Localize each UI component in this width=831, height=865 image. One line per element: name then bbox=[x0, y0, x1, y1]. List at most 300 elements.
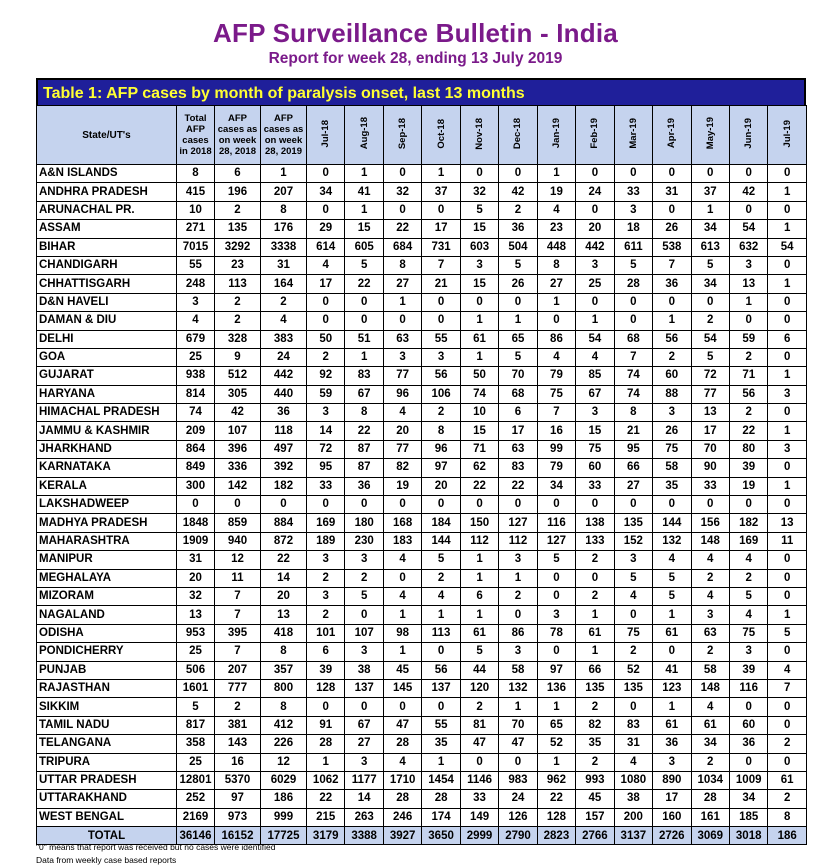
value-cell: 209 bbox=[177, 422, 215, 440]
value-cell: 4 bbox=[614, 587, 652, 605]
value-cell: 60 bbox=[576, 459, 614, 477]
value-cell: 8 bbox=[383, 256, 421, 274]
state-name-cell: JAMMU & KASHMIR bbox=[37, 422, 177, 440]
state-name-cell: MANIPUR bbox=[37, 551, 177, 569]
value-cell: 1 bbox=[422, 165, 460, 183]
value-cell: 5 bbox=[768, 624, 806, 642]
value-cell: 2 bbox=[691, 753, 729, 771]
total-value-cell: 3927 bbox=[383, 827, 421, 845]
value-cell: 83 bbox=[345, 367, 383, 385]
value-cell: 59 bbox=[307, 385, 345, 403]
value-cell: 34 bbox=[691, 220, 729, 238]
col-header-week-2018: AFP cases as on week 28, 2018 bbox=[215, 106, 261, 165]
value-cell: 137 bbox=[422, 679, 460, 697]
value-cell: 0 bbox=[653, 643, 691, 661]
value-cell: 5 bbox=[460, 201, 498, 219]
value-cell: 4 bbox=[691, 551, 729, 569]
value-cell: 1 bbox=[422, 753, 460, 771]
value-cell: 248 bbox=[177, 275, 215, 293]
state-name-cell: UTTAR PRADESH bbox=[37, 771, 177, 789]
value-cell: 9 bbox=[215, 348, 261, 366]
value-cell: 65 bbox=[499, 330, 537, 348]
value-cell: 2 bbox=[422, 404, 460, 422]
value-cell: 77 bbox=[691, 385, 729, 403]
value-cell: 0 bbox=[422, 293, 460, 311]
value-cell: 1034 bbox=[691, 771, 729, 789]
value-cell: 113 bbox=[215, 275, 261, 293]
value-cell: 79 bbox=[537, 367, 575, 385]
value-cell: 3 bbox=[576, 404, 614, 422]
value-cell: 123 bbox=[653, 679, 691, 697]
value-cell: 82 bbox=[383, 459, 421, 477]
value-cell: 36 bbox=[499, 220, 537, 238]
value-cell: 2 bbox=[499, 587, 537, 605]
table-row bbox=[37, 643, 807, 661]
value-cell: 74 bbox=[460, 385, 498, 403]
value-cell: 35 bbox=[422, 735, 460, 753]
value-cell: 38 bbox=[345, 661, 383, 679]
value-cell: 169 bbox=[729, 532, 767, 550]
value-cell: 5 bbox=[422, 551, 460, 569]
value-cell: 98 bbox=[383, 624, 421, 642]
value-cell: 86 bbox=[537, 330, 575, 348]
value-cell: 4 bbox=[537, 201, 575, 219]
value-cell: 884 bbox=[261, 514, 307, 532]
value-cell: 872 bbox=[261, 532, 307, 550]
value-cell: 0 bbox=[460, 753, 498, 771]
value-cell: 0 bbox=[215, 496, 261, 514]
value-cell: 44 bbox=[460, 661, 498, 679]
value-cell: 4 bbox=[383, 551, 421, 569]
value-cell: 0 bbox=[729, 201, 767, 219]
value-cell: 953 bbox=[177, 624, 215, 642]
value-cell: 2 bbox=[576, 753, 614, 771]
value-cell: 169 bbox=[307, 514, 345, 532]
value-cell: 412 bbox=[261, 716, 307, 734]
value-cell: 143 bbox=[215, 735, 261, 753]
value-cell: 8 bbox=[768, 808, 806, 826]
value-cell: 184 bbox=[422, 514, 460, 532]
value-cell: 24 bbox=[261, 348, 307, 366]
value-cell: 183 bbox=[383, 532, 421, 550]
value-cell: 7 bbox=[422, 256, 460, 274]
value-cell: 0 bbox=[768, 348, 806, 366]
value-cell: 60 bbox=[653, 367, 691, 385]
value-cell: 24 bbox=[576, 183, 614, 201]
value-cell: 0 bbox=[422, 201, 460, 219]
value-cell: 42 bbox=[499, 183, 537, 201]
value-cell: 2 bbox=[576, 587, 614, 605]
value-cell: 1 bbox=[460, 569, 498, 587]
value-cell: 99 bbox=[537, 440, 575, 458]
value-cell: 31 bbox=[614, 735, 652, 753]
value-cell: 13 bbox=[729, 275, 767, 293]
value-cell: 2 bbox=[307, 348, 345, 366]
value-cell: 37 bbox=[422, 183, 460, 201]
value-cell: 962 bbox=[537, 771, 575, 789]
value-cell: 0 bbox=[261, 496, 307, 514]
table-row bbox=[37, 551, 807, 569]
value-cell: 0 bbox=[383, 201, 421, 219]
value-cell: 54 bbox=[691, 330, 729, 348]
value-cell: 1 bbox=[460, 312, 498, 330]
value-cell: 61 bbox=[460, 624, 498, 642]
value-cell: 112 bbox=[460, 532, 498, 550]
value-cell: 56 bbox=[729, 385, 767, 403]
value-cell: 4 bbox=[383, 587, 421, 605]
value-cell: 75 bbox=[729, 624, 767, 642]
value-cell: 2 bbox=[576, 551, 614, 569]
value-cell: 28 bbox=[383, 790, 421, 808]
value-cell: 973 bbox=[215, 808, 261, 826]
col-header-month: May-19 bbox=[691, 106, 729, 165]
value-cell: 31 bbox=[177, 551, 215, 569]
value-cell: 101 bbox=[307, 624, 345, 642]
value-cell: 90 bbox=[691, 459, 729, 477]
total-value-cell: 2790 bbox=[499, 827, 537, 845]
value-cell: 7 bbox=[768, 679, 806, 697]
value-cell: 160 bbox=[653, 808, 691, 826]
col-header-month: Feb-19 bbox=[576, 106, 614, 165]
value-cell: 381 bbox=[215, 716, 261, 734]
value-cell: 7 bbox=[653, 256, 691, 274]
value-cell: 3 bbox=[729, 643, 767, 661]
value-cell: 71 bbox=[729, 367, 767, 385]
value-cell: 18 bbox=[614, 220, 652, 238]
total-value-cell: 3069 bbox=[691, 827, 729, 845]
value-cell: 5 bbox=[653, 587, 691, 605]
value-cell: 7 bbox=[614, 348, 652, 366]
value-cell: 19 bbox=[729, 477, 767, 495]
value-cell: 182 bbox=[729, 514, 767, 532]
col-header-month: Mar-19 bbox=[614, 106, 652, 165]
value-cell: 271 bbox=[177, 220, 215, 238]
value-cell: 3 bbox=[307, 587, 345, 605]
value-cell: 0 bbox=[576, 165, 614, 183]
value-cell: 14 bbox=[345, 790, 383, 808]
value-cell: 0 bbox=[768, 496, 806, 514]
col-header-month: Jan-19 bbox=[537, 106, 575, 165]
value-cell: 252 bbox=[177, 790, 215, 808]
value-cell: 26 bbox=[653, 220, 691, 238]
value-cell: 0 bbox=[691, 496, 729, 514]
col-header-total-2018: Total AFP cases in 2018 bbox=[177, 106, 215, 165]
value-cell: 0 bbox=[422, 643, 460, 661]
value-cell: 135 bbox=[215, 220, 261, 238]
state-name-cell: ARUNACHAL PR. bbox=[37, 201, 177, 219]
value-cell: 0 bbox=[653, 293, 691, 311]
value-cell: 1 bbox=[768, 422, 806, 440]
value-cell: 127 bbox=[499, 514, 537, 532]
value-cell: 152 bbox=[614, 532, 652, 550]
table-row bbox=[37, 698, 807, 716]
value-cell: 4 bbox=[653, 551, 691, 569]
table-row bbox=[37, 790, 807, 808]
value-cell: 61 bbox=[653, 716, 691, 734]
value-cell: 1 bbox=[307, 753, 345, 771]
value-cell: 32 bbox=[177, 587, 215, 605]
value-cell: 1 bbox=[768, 220, 806, 238]
value-cell: 21 bbox=[422, 275, 460, 293]
value-cell: 1 bbox=[345, 165, 383, 183]
value-cell: 61 bbox=[768, 771, 806, 789]
value-cell: 189 bbox=[307, 532, 345, 550]
value-cell: 5 bbox=[499, 348, 537, 366]
value-cell: 19 bbox=[537, 183, 575, 201]
value-cell: 1 bbox=[345, 201, 383, 219]
value-cell: 0 bbox=[499, 606, 537, 624]
value-cell: 33 bbox=[576, 477, 614, 495]
value-cell: 85 bbox=[576, 367, 614, 385]
value-cell: 27 bbox=[537, 275, 575, 293]
value-cell: 0 bbox=[576, 293, 614, 311]
value-cell: 0 bbox=[768, 551, 806, 569]
value-cell: 731 bbox=[422, 238, 460, 256]
source-note: Data from weekly case based reports bbox=[36, 855, 177, 865]
value-cell: 26 bbox=[653, 422, 691, 440]
value-cell: 135 bbox=[576, 679, 614, 697]
value-cell: 0 bbox=[345, 312, 383, 330]
value-cell: 5 bbox=[729, 587, 767, 605]
value-cell: 176 bbox=[261, 220, 307, 238]
value-cell: 1 bbox=[729, 293, 767, 311]
value-cell: 185 bbox=[729, 808, 767, 826]
value-cell: 2 bbox=[345, 569, 383, 587]
value-cell: 38 bbox=[614, 790, 652, 808]
value-cell: 3292 bbox=[215, 238, 261, 256]
value-cell: 226 bbox=[261, 735, 307, 753]
value-cell: 0 bbox=[729, 753, 767, 771]
value-cell: 1 bbox=[422, 606, 460, 624]
value-cell: 0 bbox=[768, 643, 806, 661]
value-cell: 27 bbox=[614, 477, 652, 495]
value-cell: 611 bbox=[614, 238, 652, 256]
value-cell: 22 bbox=[307, 790, 345, 808]
value-cell: 0 bbox=[499, 293, 537, 311]
value-cell: 87 bbox=[345, 459, 383, 477]
table-row bbox=[37, 183, 807, 201]
value-cell: 52 bbox=[614, 661, 652, 679]
table-row bbox=[37, 679, 807, 697]
value-cell: 96 bbox=[383, 385, 421, 403]
value-cell: 3 bbox=[177, 293, 215, 311]
value-cell: 10 bbox=[177, 201, 215, 219]
value-cell: 45 bbox=[576, 790, 614, 808]
value-cell: 41 bbox=[345, 183, 383, 201]
value-cell: 132 bbox=[499, 679, 537, 697]
value-cell: 0 bbox=[768, 312, 806, 330]
value-cell: 0 bbox=[576, 569, 614, 587]
value-cell: 497 bbox=[261, 440, 307, 458]
value-cell: 0 bbox=[768, 698, 806, 716]
value-cell: 603 bbox=[460, 238, 498, 256]
col-header-month: Dec-18 bbox=[499, 106, 537, 165]
state-name-cell: JHARKHAND bbox=[37, 440, 177, 458]
value-cell: 34 bbox=[729, 790, 767, 808]
value-cell: 3 bbox=[422, 348, 460, 366]
value-cell: 2 bbox=[307, 606, 345, 624]
value-cell: 144 bbox=[422, 532, 460, 550]
value-cell: 2169 bbox=[177, 808, 215, 826]
value-cell: 47 bbox=[383, 716, 421, 734]
value-cell: 138 bbox=[576, 514, 614, 532]
value-cell: 133 bbox=[576, 532, 614, 550]
value-cell: 135 bbox=[614, 679, 652, 697]
value-cell: 25 bbox=[177, 643, 215, 661]
value-cell: 396 bbox=[215, 440, 261, 458]
value-cell: 395 bbox=[215, 624, 261, 642]
value-cell: 20 bbox=[177, 569, 215, 587]
value-cell: 36 bbox=[729, 735, 767, 753]
value-cell: 605 bbox=[345, 238, 383, 256]
value-cell: 42 bbox=[215, 404, 261, 422]
value-cell: 207 bbox=[215, 661, 261, 679]
value-cell: 148 bbox=[691, 532, 729, 550]
value-cell: 13 bbox=[261, 606, 307, 624]
value-cell: 25 bbox=[177, 348, 215, 366]
value-cell: 58 bbox=[653, 459, 691, 477]
value-cell: 246 bbox=[383, 808, 421, 826]
value-cell: 859 bbox=[215, 514, 261, 532]
table-row bbox=[37, 569, 807, 587]
value-cell: 5 bbox=[691, 348, 729, 366]
value-cell: 0 bbox=[576, 496, 614, 514]
value-cell: 0 bbox=[614, 698, 652, 716]
value-cell: 614 bbox=[307, 238, 345, 256]
value-cell: 864 bbox=[177, 440, 215, 458]
value-cell: 0 bbox=[768, 404, 806, 422]
value-cell: 16 bbox=[537, 422, 575, 440]
value-cell: 149 bbox=[460, 808, 498, 826]
table-row bbox=[37, 422, 807, 440]
value-cell: 54 bbox=[576, 330, 614, 348]
state-name-cell: PUNJAB bbox=[37, 661, 177, 679]
value-cell: 383 bbox=[261, 330, 307, 348]
value-cell: 2 bbox=[768, 790, 806, 808]
col-header-month: Apr-19 bbox=[653, 106, 691, 165]
value-cell: 0 bbox=[537, 312, 575, 330]
value-cell: 107 bbox=[345, 624, 383, 642]
value-cell: 2 bbox=[499, 201, 537, 219]
value-cell: 58 bbox=[499, 661, 537, 679]
total-value-cell: 2766 bbox=[576, 827, 614, 845]
value-cell: 2 bbox=[215, 201, 261, 219]
value-cell: 127 bbox=[537, 532, 575, 550]
value-cell: 7 bbox=[215, 587, 261, 605]
value-cell: 39 bbox=[729, 459, 767, 477]
value-cell: 86 bbox=[499, 624, 537, 642]
value-cell: 230 bbox=[345, 532, 383, 550]
state-name-cell: TAMIL NADU bbox=[37, 716, 177, 734]
value-cell: 0 bbox=[614, 606, 652, 624]
value-cell: 328 bbox=[215, 330, 261, 348]
value-cell: 95 bbox=[307, 459, 345, 477]
col-header-month: Oct-18 bbox=[422, 106, 460, 165]
value-cell: 2 bbox=[215, 312, 261, 330]
state-name-cell: LAKSHADWEEP bbox=[37, 496, 177, 514]
value-cell: 35 bbox=[576, 735, 614, 753]
state-name-cell: RAJASTHAN bbox=[37, 679, 177, 697]
value-cell: 28 bbox=[307, 735, 345, 753]
total-value-cell: 2726 bbox=[653, 827, 691, 845]
total-value-cell: 3179 bbox=[307, 827, 345, 845]
value-cell: 613 bbox=[691, 238, 729, 256]
value-cell: 3 bbox=[614, 551, 652, 569]
value-cell: 3 bbox=[768, 440, 806, 458]
value-cell: 1 bbox=[768, 275, 806, 293]
value-cell: 0 bbox=[307, 293, 345, 311]
value-cell: 180 bbox=[345, 514, 383, 532]
value-cell: 849 bbox=[177, 459, 215, 477]
value-cell: 132 bbox=[653, 532, 691, 550]
value-cell: 6 bbox=[460, 587, 498, 605]
value-cell: 67 bbox=[345, 385, 383, 403]
col-header-month: Sep-18 bbox=[383, 106, 421, 165]
value-cell: 418 bbox=[261, 624, 307, 642]
value-cell: 36 bbox=[653, 275, 691, 293]
value-cell: 68 bbox=[614, 330, 652, 348]
value-cell: 31 bbox=[653, 183, 691, 201]
value-cell: 22 bbox=[383, 220, 421, 238]
state-name-cell: GUJARAT bbox=[37, 367, 177, 385]
value-cell: 3 bbox=[614, 201, 652, 219]
value-cell: 1601 bbox=[177, 679, 215, 697]
table-row bbox=[37, 771, 807, 789]
value-cell: 0 bbox=[345, 496, 383, 514]
value-cell: 74 bbox=[614, 385, 652, 403]
value-cell: 36 bbox=[261, 404, 307, 422]
value-cell: 17 bbox=[691, 422, 729, 440]
value-cell: 17 bbox=[499, 422, 537, 440]
value-cell: 3 bbox=[499, 551, 537, 569]
state-name-cell: KERALA bbox=[37, 477, 177, 495]
value-cell: 983 bbox=[499, 771, 537, 789]
value-cell: 72 bbox=[691, 367, 729, 385]
value-cell: 96 bbox=[422, 440, 460, 458]
table-row bbox=[37, 165, 807, 183]
value-cell: 56 bbox=[422, 661, 460, 679]
value-cell: 2 bbox=[768, 735, 806, 753]
value-cell: 54 bbox=[729, 220, 767, 238]
value-cell: 0 bbox=[768, 201, 806, 219]
value-cell: 538 bbox=[653, 238, 691, 256]
value-cell: 0 bbox=[383, 569, 421, 587]
state-name-cell: HIMACHAL PRADESH bbox=[37, 404, 177, 422]
state-name-cell: A&N ISLANDS bbox=[37, 165, 177, 183]
state-name-cell: GOA bbox=[37, 348, 177, 366]
value-cell: 5 bbox=[691, 256, 729, 274]
value-cell: 0 bbox=[422, 698, 460, 716]
value-cell: 32 bbox=[383, 183, 421, 201]
value-cell: 392 bbox=[261, 459, 307, 477]
value-cell: 4 bbox=[537, 348, 575, 366]
value-cell: 14 bbox=[261, 569, 307, 587]
value-cell: 56 bbox=[653, 330, 691, 348]
value-cell: 61 bbox=[460, 330, 498, 348]
table-row bbox=[37, 753, 807, 771]
value-cell: 12 bbox=[261, 753, 307, 771]
value-cell: 0 bbox=[460, 293, 498, 311]
value-cell: 52 bbox=[537, 735, 575, 753]
value-cell: 8 bbox=[345, 404, 383, 422]
value-cell: 0 bbox=[729, 496, 767, 514]
total-value-cell: 3650 bbox=[422, 827, 460, 845]
value-cell: 34 bbox=[307, 183, 345, 201]
table-row bbox=[37, 256, 807, 274]
value-cell: 1 bbox=[576, 643, 614, 661]
value-cell: 1 bbox=[537, 293, 575, 311]
total-value-cell: 3018 bbox=[729, 827, 767, 845]
